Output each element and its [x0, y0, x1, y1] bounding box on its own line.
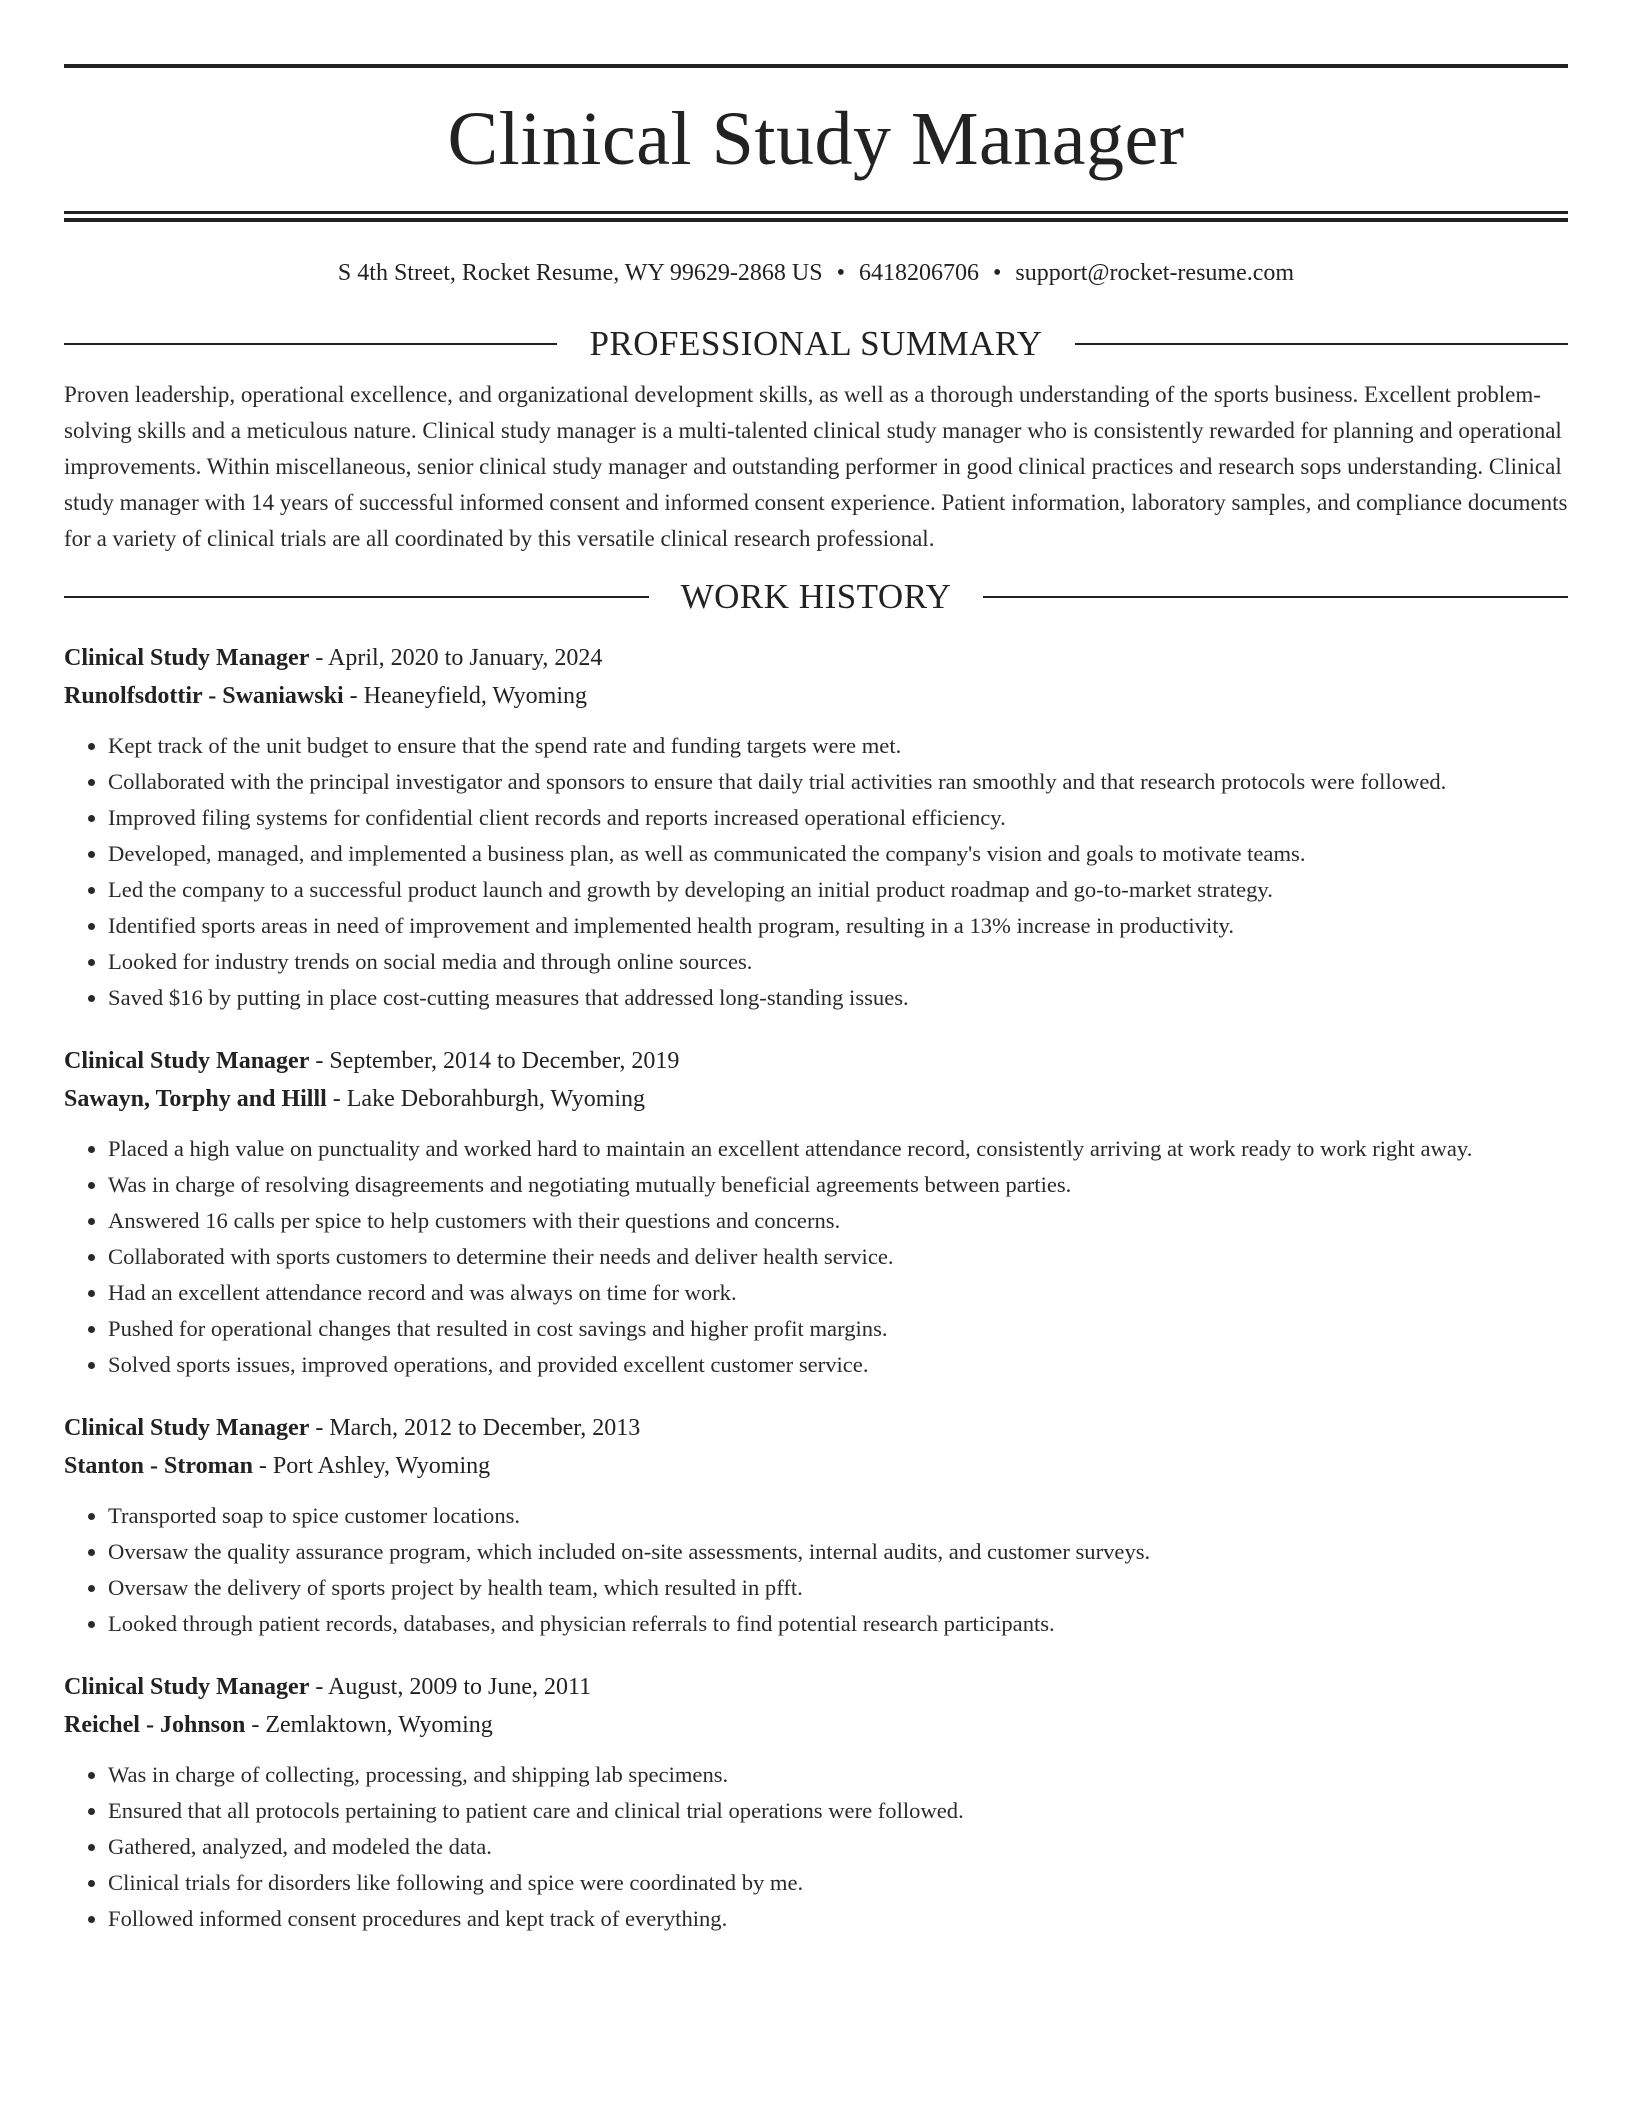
- job-bullet: • Clinical trials for disorders like following and spice were coordinated by me.: [108, 1865, 1568, 1901]
- section-rule-left: [64, 596, 649, 598]
- job-bullet: • Looked through patient records, databases, and physician referrals to find potential research participants.: [108, 1606, 1568, 1642]
- job-bullet: • Followed informed consent procedures and kept track of everything.: [108, 1901, 1568, 1937]
- job-bullet: • Placed a high value on punctuality and worked hard to maintain an excellent attendance record, consistently arriving at work ready to work right away.: [108, 1131, 1568, 1167]
- job-bullet: • Improved filing systems for confidential client records and reports increased operational efficiency.: [108, 800, 1568, 836]
- section-rule-right: [1075, 343, 1568, 345]
- job-entry: [64, 1042, 1568, 1383]
- job-bullet: • Led the company to a successful product launch and growth by developing an initial product roadmap and go-to-market strategy.: [108, 872, 1568, 908]
- job-bullet: • Collaborated with the principal investigator and sponsors to ensure that daily trial activities ran smoothly and that research protocols were followed.: [108, 764, 1568, 800]
- job-company: Stanton - Stroman: [64, 1453, 253, 1479]
- job-company-line: [64, 677, 1568, 715]
- top-rule: [64, 64, 1568, 68]
- job-bullet: • Kept track of the unit budget to ensure that the spend rate and funding targets were met.: [108, 728, 1568, 764]
- job-company: Reichel - Johnson: [64, 1712, 246, 1738]
- job-dates: - April, 2020 to January, 2024: [309, 645, 603, 671]
- job-location: - Zemlaktown, Wyoming: [245, 1712, 493, 1738]
- resume-page: [64, 0, 1568, 1937]
- job-title-line: [64, 1409, 1568, 1447]
- job-dates: - March, 2012 to December, 2013: [309, 1415, 641, 1441]
- job-company-line: [64, 1447, 1568, 1485]
- job-bullet: • Saved $16 by putting in place cost-cutting measures that addressed long-standing issues.: [108, 980, 1568, 1016]
- job-entry: [64, 1409, 1568, 1642]
- contact-separator: •: [836, 260, 845, 286]
- contact-phone: 6418206706: [858, 260, 979, 286]
- job-title: Clinical Study Manager: [64, 1415, 310, 1441]
- job-title-line: [64, 1042, 1568, 1080]
- job-bullet: • Ensured that all protocols pertaining to patient care and clinical trial operations were followed.: [108, 1793, 1568, 1829]
- work-section-header: [64, 577, 1568, 617]
- job-bullet: • Developed, managed, and implemented a business plan, as well as communicated the company's vision and goals to motivate teams.: [108, 836, 1568, 872]
- contact-line: [64, 258, 1568, 288]
- summary-text: Proven leadership, operational excellence, and organizational development skills, as well as a thorough understanding of the sports business. Excellent problem-solving skills and a meticulous nature. Clinical study manager is a multi-talented clinical study manager who is consistently rewarded for planning and operational improvements. Within miscellaneous, senior clinical study manager and outstanding performer in good clinical practices and research sops understanding. Clinical study manager with 14 years of successful informed consent and informed consent experience. Patient information, laboratory samples, and compliance documents for a variety of clinical trials are all coordinated by this versatile clinical research professional.: [64, 382, 1568, 551]
- job-bullet-list: [64, 1131, 1568, 1383]
- job-entry: [64, 639, 1568, 1016]
- contact-address: S 4th Street, Rocket Resume, WY 99629-2868 US: [337, 260, 823, 286]
- job-title-line: [64, 1668, 1568, 1706]
- job-bullet: • Looked for industry trends on social media and through online sources.: [108, 944, 1568, 980]
- job-bullet: • Answered 16 calls per spice to help customers with their questions and concerns.: [108, 1203, 1568, 1239]
- job-bullet: • Had an excellent attendance record and was always on time for work.: [108, 1275, 1568, 1311]
- resume-title: Clinical Study Manager: [447, 97, 1185, 181]
- job-title: Clinical Study Manager: [64, 1674, 310, 1700]
- job-company-line: [64, 1080, 1568, 1118]
- job-bullet: • Identified sports areas in need of improvement and implemented health program, resulting in a 13% increase in productivity.: [108, 908, 1568, 944]
- job-bullet: • Oversaw the quality assurance program, which included on-site assessments, internal audits, and customer surveys.: [108, 1534, 1568, 1570]
- job-company: Runolfsdottir - Swaniawski: [64, 683, 344, 709]
- contact-separator: •: [992, 260, 1002, 286]
- job-entry: [64, 1668, 1568, 1937]
- job-bullet: • Solved sports issues, improved operations, and provided excellent customer service.: [108, 1347, 1568, 1383]
- job-location: - Lake Deborahburgh, Wyoming: [326, 1086, 646, 1112]
- job-bullet-list: [64, 1498, 1568, 1642]
- job-title: Clinical Study Manager: [64, 1048, 310, 1074]
- job-bullet: • Transported soap to spice customer locations.: [108, 1498, 1568, 1534]
- job-bullet-list: [64, 728, 1568, 1016]
- job-dates: - August, 2009 to June, 2011: [309, 1674, 592, 1700]
- job-bullet: • Collaborated with sports customers to determine their needs and deliver health service.: [108, 1239, 1568, 1275]
- section-rule-left: [64, 343, 557, 345]
- job-bullet: • Oversaw the delivery of sports project by health team, which resulted in pfft.: [108, 1570, 1568, 1606]
- contact-email: support@rocket-resume.com: [1015, 260, 1295, 286]
- job-bullet: • Gathered, analyzed, and modeled the data.: [108, 1829, 1568, 1865]
- job-dates: - September, 2014 to December, 2019: [309, 1048, 680, 1074]
- job-title: Clinical Study Manager: [64, 645, 310, 671]
- title-double-rule: [64, 211, 1568, 222]
- summary-section-header: [64, 324, 1568, 364]
- job-bullet: • Pushed for operational changes that resulted in cost savings and higher profit margins.: [108, 1311, 1568, 1347]
- section-rule-right: [983, 596, 1568, 598]
- summary-heading: PROFESSIONAL SUMMARY: [589, 324, 1043, 363]
- job-bullet: • Was in charge of collecting, processing, and shipping lab specimens.: [108, 1757, 1568, 1793]
- job-location: - Port Ashley, Wyoming: [252, 1453, 491, 1479]
- work-heading: WORK HISTORY: [680, 577, 952, 616]
- job-title-line: [64, 639, 1568, 677]
- job-company-line: [64, 1706, 1568, 1744]
- job-location: - Heaneyfield, Wyoming: [343, 683, 587, 709]
- job-bullet: • Was in charge of resolving disagreements and negotiating mutually beneficial agreements between parties.: [108, 1167, 1568, 1203]
- job-company: Sawayn, Torphy and Hilll: [64, 1086, 327, 1112]
- job-bullet-list: [64, 1757, 1568, 1937]
